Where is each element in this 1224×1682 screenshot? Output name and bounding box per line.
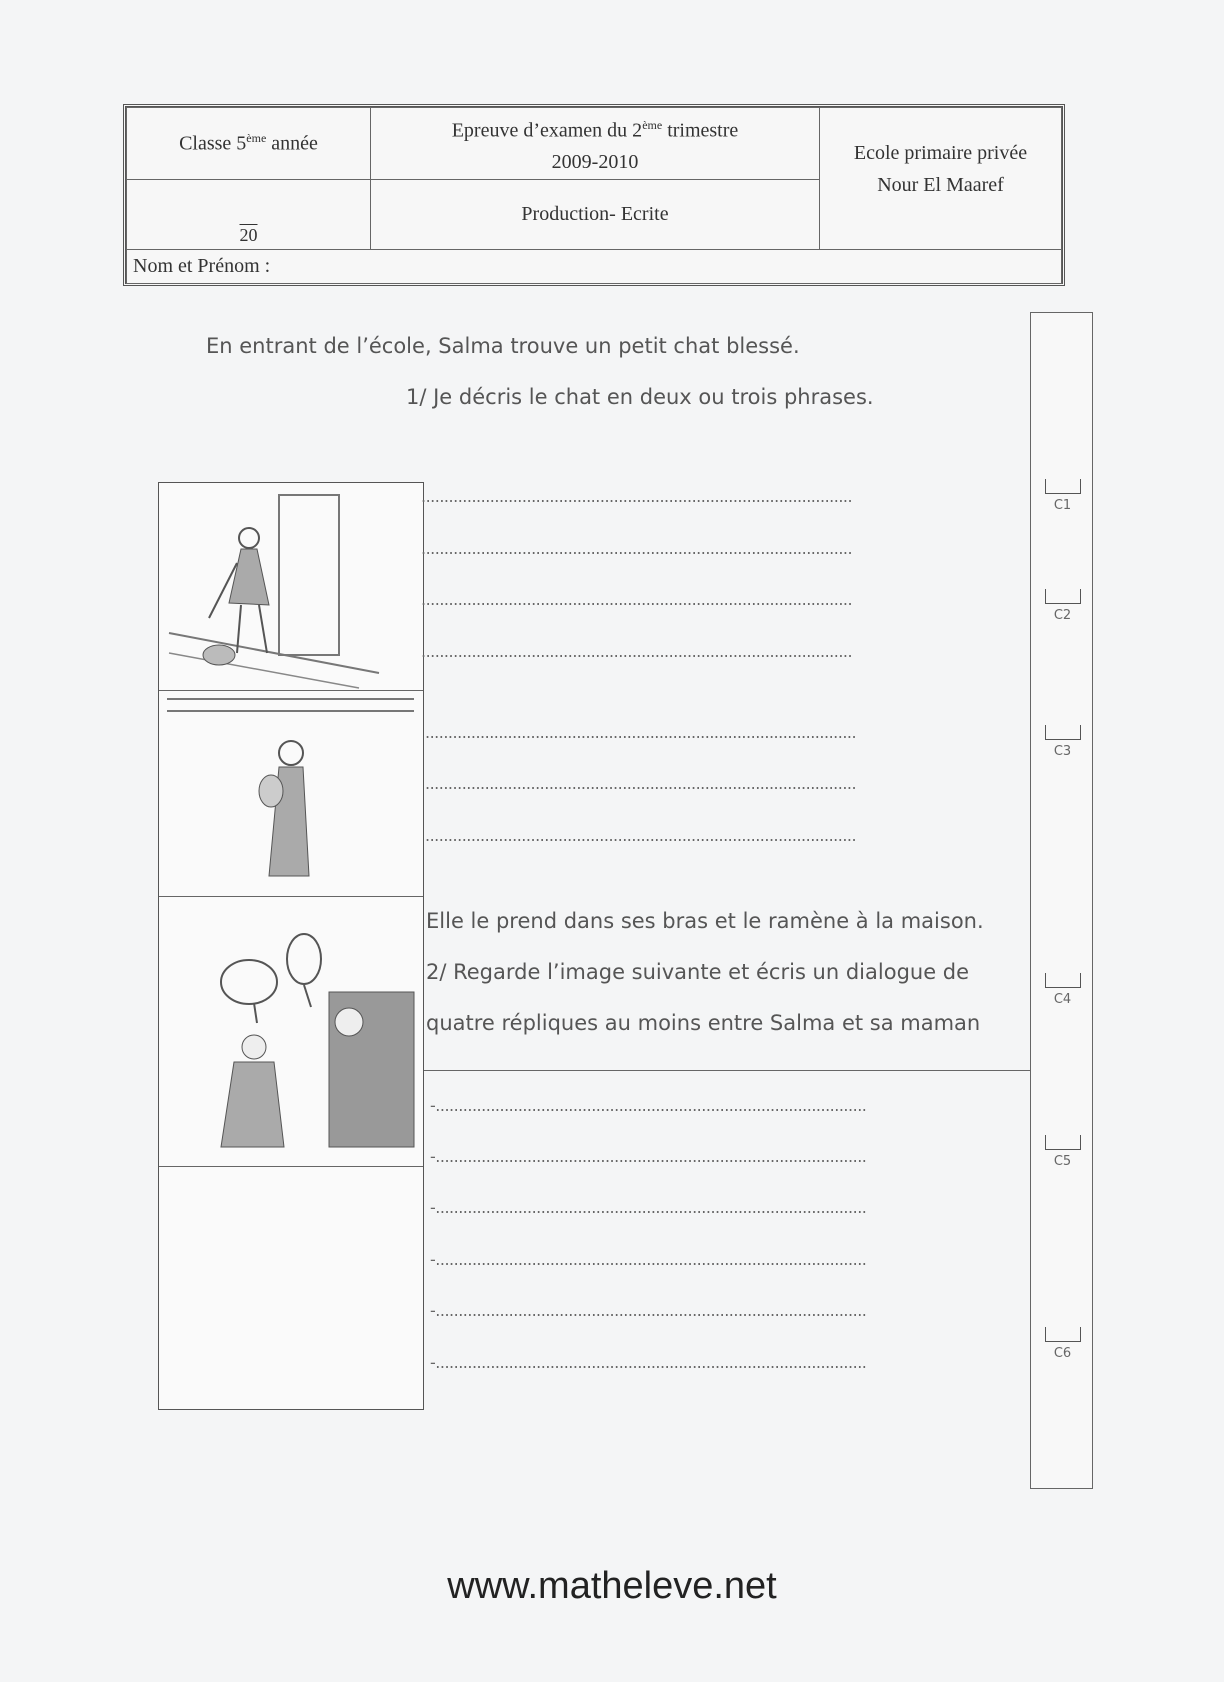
dialogue-line[interactable]: -.............................................................................................. xyxy=(430,1301,867,1320)
answer-line[interactable]: .............................................................................................. xyxy=(421,539,853,558)
answer-line[interactable]: .............................................................................................. xyxy=(421,590,853,609)
question-2-line-1: 2/ Regarde l’image suivante et écris un dialogue de xyxy=(426,960,970,984)
criterion-c5[interactable]: C5 xyxy=(1031,1135,1094,1169)
criterion-c4[interactable]: C4 xyxy=(1031,973,1094,1007)
criterion-c2[interactable]: C2 xyxy=(1031,589,1094,623)
footer-url[interactable]: www.matheleve.net xyxy=(447,1565,777,1607)
narration-sentence: Elle le prend dans ses bras et le ramène à la maison. xyxy=(426,909,984,933)
girl-holding-cat-image xyxy=(159,691,423,897)
name-field-cell[interactable] xyxy=(127,250,1062,284)
criterion-c3[interactable]: C3 xyxy=(1031,725,1094,759)
class-cell: Classe 5ème année xyxy=(127,108,371,180)
answer-line[interactable]: .............................................................................................. xyxy=(425,774,857,793)
subject-cell: Production- Ecrite xyxy=(371,180,820,250)
dialogue-line[interactable]: -.............................................................................................. xyxy=(430,1147,867,1166)
school-cell: Ecole primaire privée Nour El Maaref xyxy=(820,108,1062,250)
answer-line[interactable]: .............................................................................................. xyxy=(421,642,853,661)
answer-line[interactable]: .............................................................................................. xyxy=(425,826,857,845)
exam-year: 2009-2010 xyxy=(551,151,639,174)
intro-sentence: En entrant de l’école, Salma trouve un petit chat blessé. xyxy=(206,334,800,358)
question-1: 1/ Je décris le chat en deux ou trois phrases. xyxy=(406,385,874,409)
dialogue-line[interactable]: -.............................................................................................. xyxy=(430,1096,867,1115)
section-divider xyxy=(424,1070,1030,1071)
dialogue-line[interactable]: -.............................................................................................. xyxy=(430,1250,867,1269)
score-cell xyxy=(127,180,371,250)
criterion-c6[interactable]: C6 xyxy=(1031,1327,1094,1361)
exam-title-cell: Epreuve d’examen du 2ème trimestre 2009-2010 xyxy=(371,108,820,180)
criterion-c1[interactable]: C1 xyxy=(1031,479,1094,513)
dialogue-line[interactable]: -.............................................................................................. xyxy=(430,1353,867,1372)
pictures-column xyxy=(158,482,424,1410)
dialogue-line[interactable]: -.............................................................................................. xyxy=(430,1198,867,1217)
girl-finding-cat-image xyxy=(159,483,423,691)
name-label: Nom et Prénom : xyxy=(133,255,271,277)
girl-and-mother-dialogue-image xyxy=(159,897,423,1167)
question-2-line-2: quatre répliques au moins entre Salma et sa maman xyxy=(426,1011,981,1035)
criteria-score-column xyxy=(1030,312,1093,1489)
score-denominator: 20 xyxy=(239,225,258,245)
exam-header-table xyxy=(123,104,1065,286)
answer-line[interactable]: .............................................................................................. xyxy=(425,723,857,742)
answer-line[interactable]: .............................................................................................. xyxy=(421,487,853,506)
